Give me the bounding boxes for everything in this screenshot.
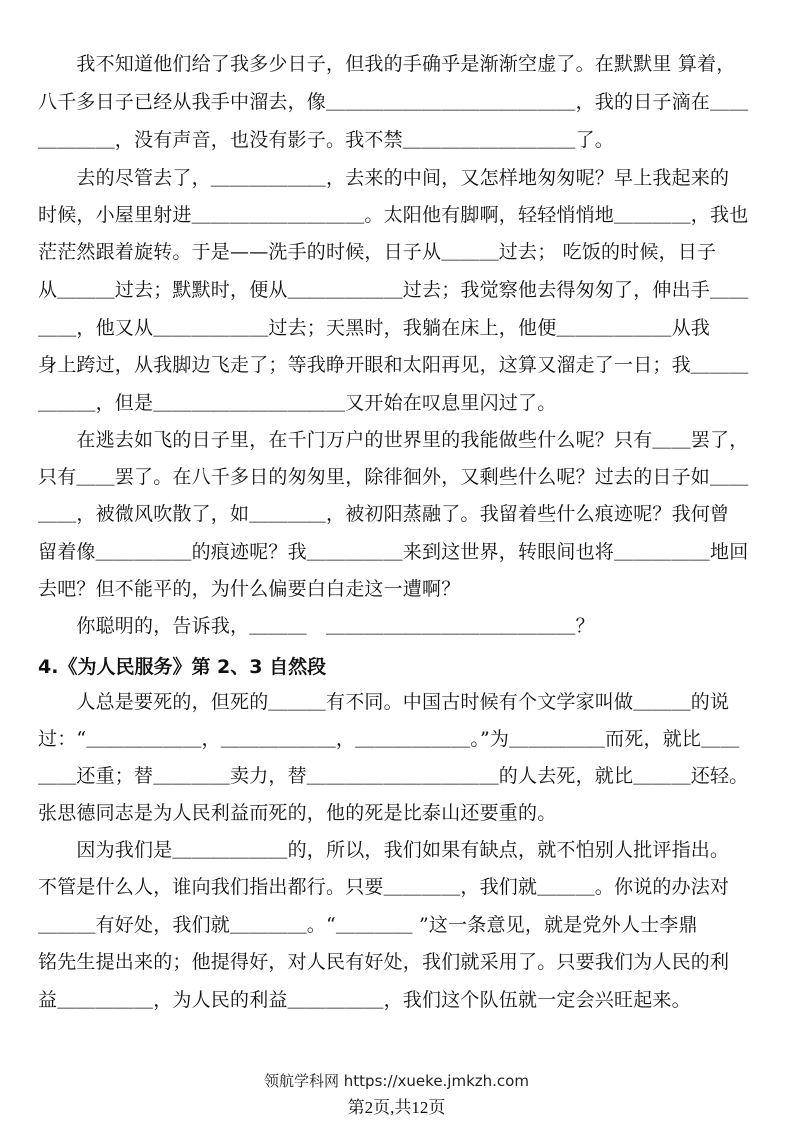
text-line: ＿＿，被微风吹散了，如＿＿＿＿，被初阳蒸融了。我留着些什么痕迹呢？我何曾 [38, 503, 730, 525]
text-line: 去吧？但不能平的，为什么偏要白白走这一遭啊？ [38, 578, 461, 600]
text-line: 八千多日子已经从我手中溜去，像＿＿＿＿＿＿＿＿＿＿＿＿＿，我的日子滴在＿＿ [38, 91, 749, 113]
text-line: 你聪明的，告诉我，＿＿＿ ＿＿＿＿＿＿＿＿＿＿＿＿＿？ [38, 615, 595, 637]
text-line: 时候，小屋里射进＿＿＿＿＿＿＿＿＿。太阳他有脚啊，轻轻悄悄地＿＿＿＿，我也 [38, 204, 749, 226]
text-line: 因为我们是＿＿＿＿＿＿的，所以，我们如果有缺点，就不怕别人批评指出。 [38, 839, 730, 861]
text-line: 身上跨过，从我脚边飞走了；等我睁开眼和太阳再见，这算又溜走了一日；我＿＿＿ [38, 354, 749, 376]
text-line: 留着像＿＿＿＿＿的痕迹呢？我＿＿＿＿＿来到这世界，转眼间也将＿＿＿＿＿地回 [38, 541, 749, 563]
text-line: 益＿＿＿＿＿，为人民的利益＿＿＿＿＿，我们这个队伍就一定会兴旺起来。 [38, 989, 691, 1011]
text-line: 张思德同志是为人民利益而死的，他的死是比泰山还要重的。 [38, 802, 557, 824]
text-line: 茫茫然跟着旋转。于是——洗手的时候，日子从＿＿＿过去； 吃饭的时候，日子 [38, 241, 717, 263]
section-heading: 4.《为人民服务》第 2、3 自然段 [38, 656, 327, 678]
text-line: ＿＿＿＿，没有声音，也没有影子。我不禁＿＿＿＿＿＿＿＿＿了。 [38, 129, 615, 151]
text-line: 去的尽管去了，＿＿＿＿＿＿，去来的中间，又怎样地匆匆呢？早上我起来的 [38, 167, 730, 189]
text-line: 过：“＿＿＿＿＿＿，＿＿＿＿＿＿，＿＿＿＿＿＿。”为＿＿＿＿＿而死，就比＿＿ [38, 728, 740, 750]
text-line: ＿＿还重；替＿＿＿＿卖力，替＿＿＿＿＿＿＿＿＿＿的人去死，就比＿＿＿还轻。 [38, 765, 749, 787]
text-line: ＿＿＿，但是＿＿＿＿＿＿＿＿＿＿又开始在叹息里闪过了。 [38, 392, 557, 414]
text-line: ＿＿＿有好处，我们就＿＿＿＿。“＿＿＿＿ ”这一条意见，就是党外人士李鼎 [38, 914, 698, 936]
text-line: 只有＿＿罢了。在八千多日的匆匆里，除徘徊外，又剩些什么呢？过去的日子如＿＿ [38, 466, 749, 488]
page-number: 第2页,共12页 [347, 1098, 446, 1117]
footer-watermark-url: 领航学科网 https://xueke.jmkzh.com [264, 1072, 529, 1090]
text-line: 在逃去如飞的日子里，在千门万户的世界里的我能做些什么呢？只有＿＿罢了， [38, 429, 749, 451]
text-line: 人总是要死的，但死的＿＿＿有不同。中国古时候有个文学家叫做＿＿＿的说 [38, 691, 730, 713]
text-line: 从＿＿＿过去；默默时，便从＿＿＿＿＿＿过去；我觉察他去得匆匆了，伸出手＿＿ [38, 279, 749, 301]
text-line: 我不知道他们给了我多少日子，但我的手确乎是渐渐空虚了。在默默里 算着， [38, 53, 736, 75]
text-line: 不管是什么人，谁向我们指出都行。只要＿＿＿＿，我们就＿＿＿。你说的办法对 [38, 876, 730, 898]
text-line: 铭先生提出来的；他提得好，对人民有好处，我们就采用了。只要我们为人民的利 [38, 951, 730, 973]
text-line: ＿＿，他又从＿＿＿＿＿＿过去；天黑时，我躺在床上，他便＿＿＿＿＿＿从我 [38, 317, 711, 339]
